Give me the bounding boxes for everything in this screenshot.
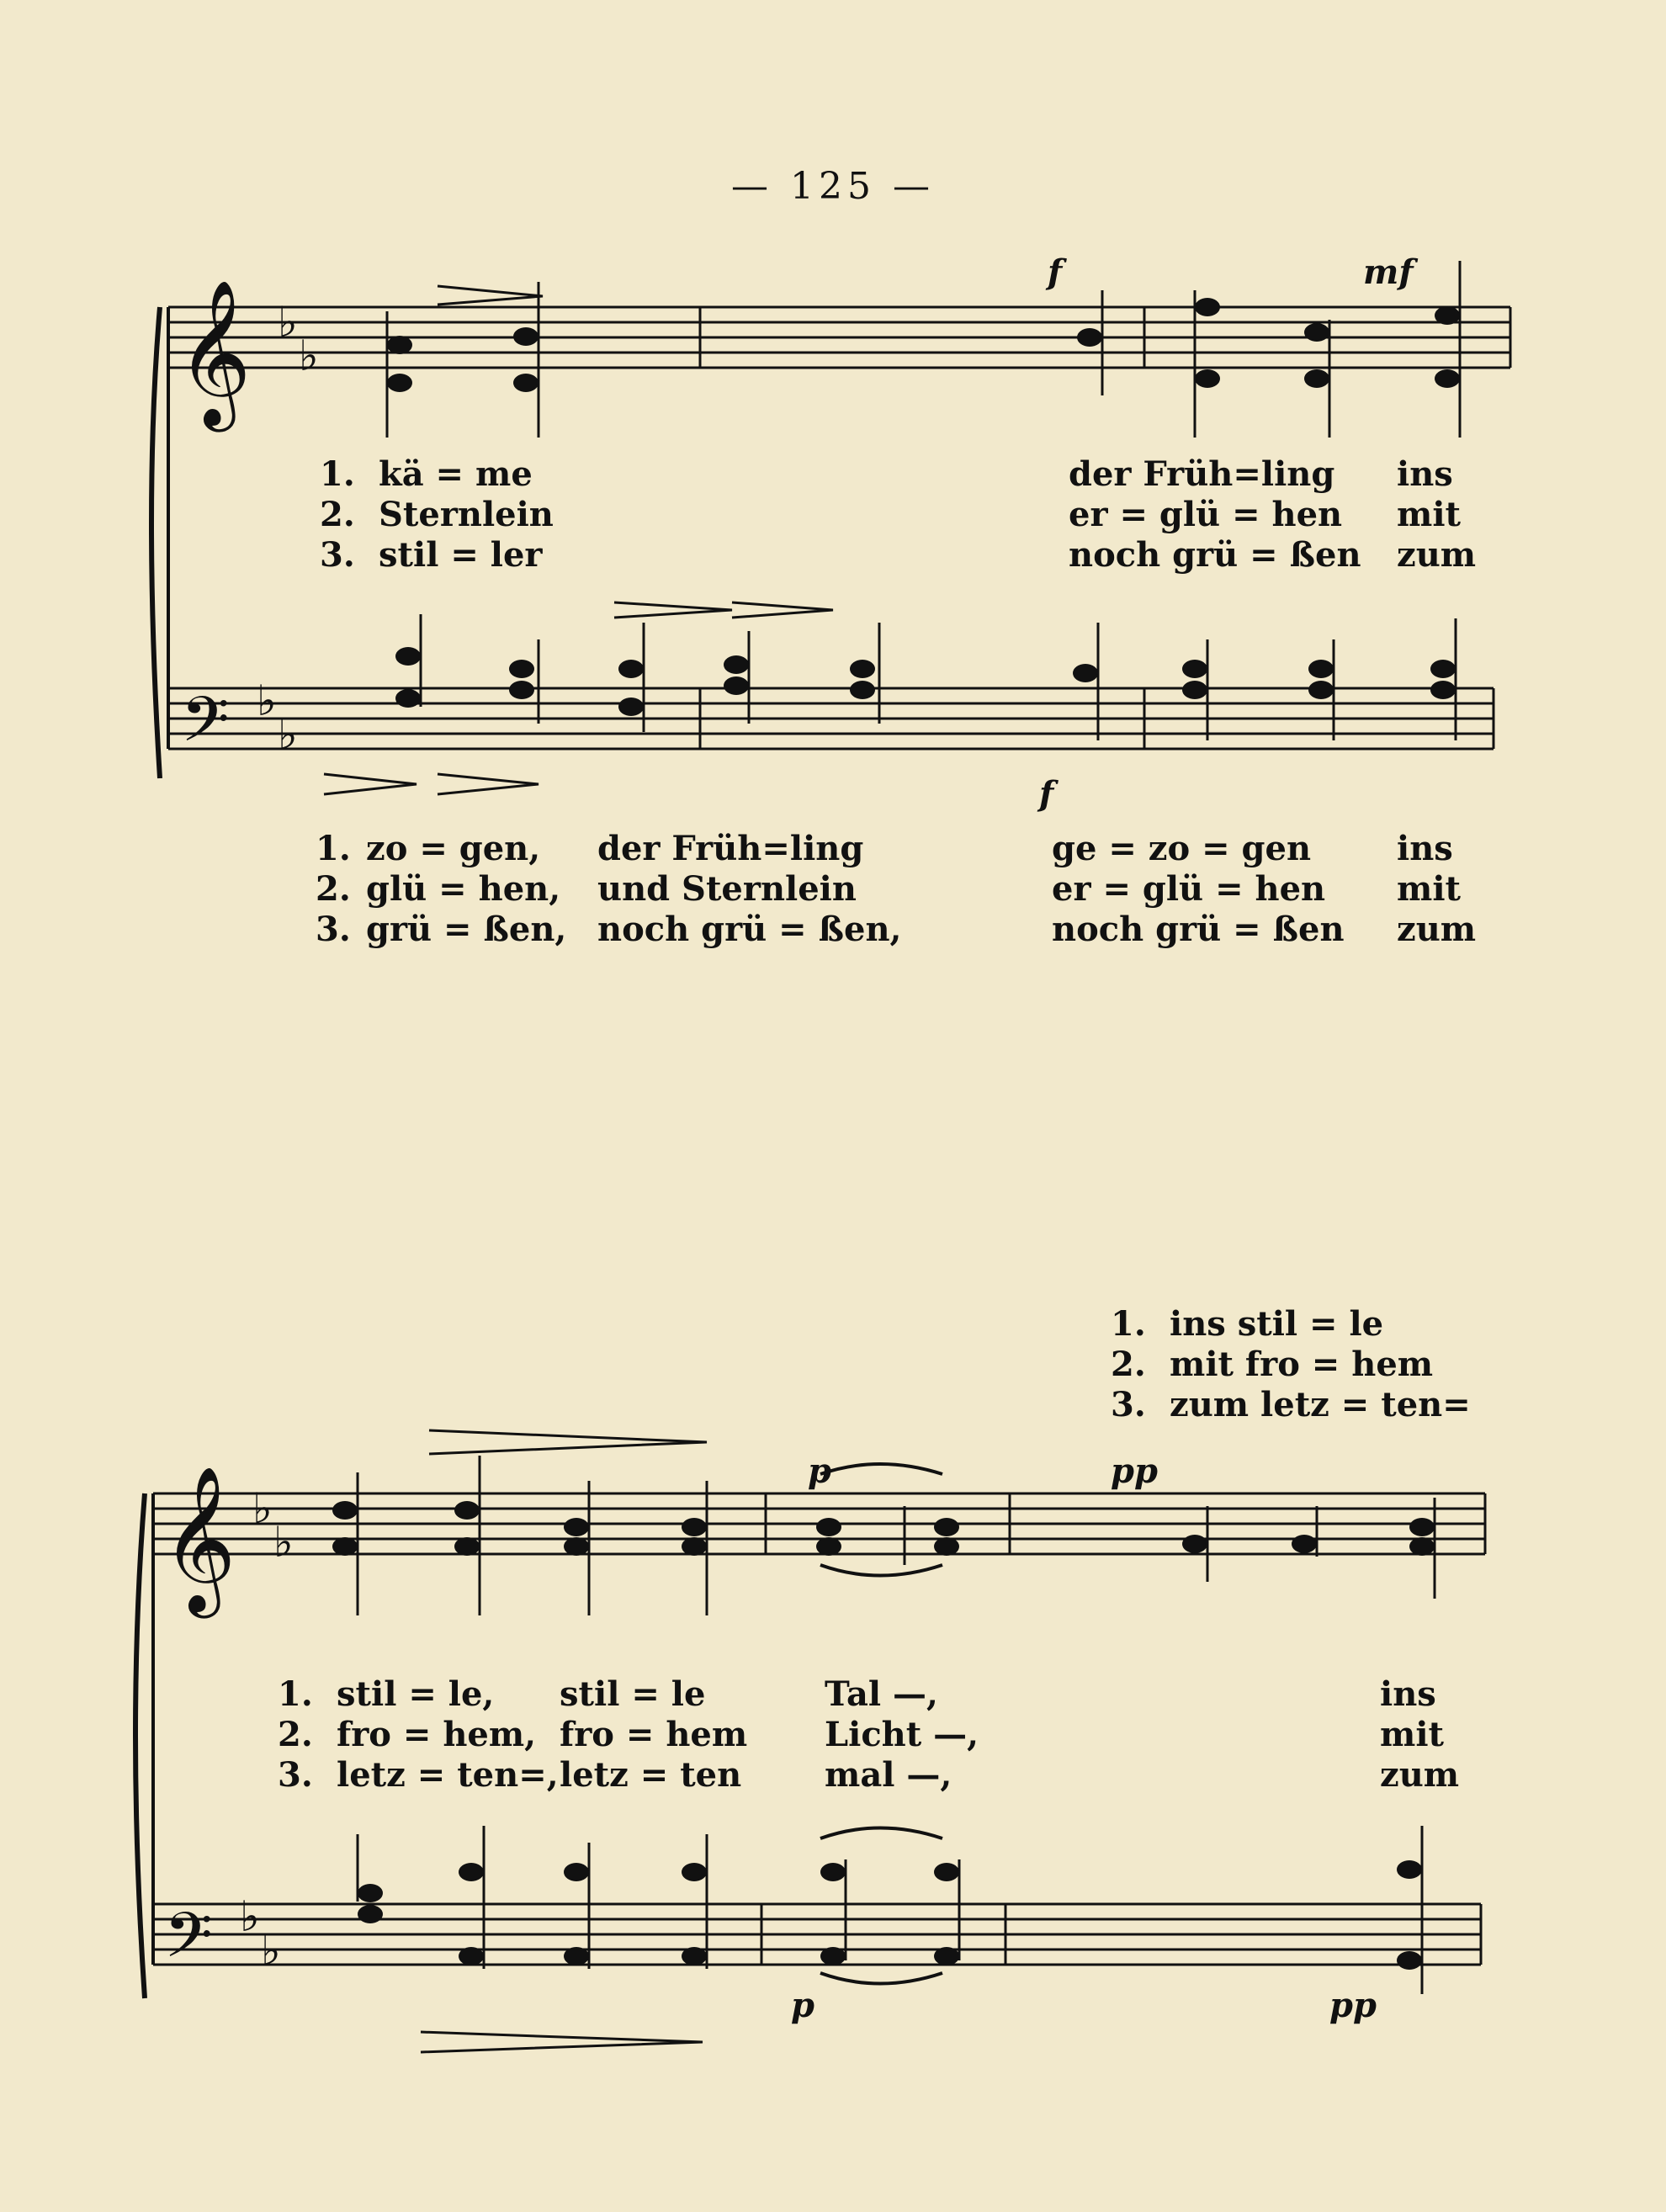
tie	[820, 1828, 942, 1839]
dynamic-pp: pp	[1111, 1451, 1158, 1491]
flat-icon: ♭	[257, 676, 277, 725]
system2-bass-staff	[153, 1904, 1481, 1965]
bass-clef-icon: 𝄢	[181, 683, 230, 772]
dynamic-p: p	[791, 1986, 814, 2025]
system1-bass-staff	[168, 688, 1494, 749]
flat-icon: ♭	[278, 298, 298, 347]
treble-clef-icon: 𝄞	[177, 279, 252, 426]
dynamic-f: f	[1039, 774, 1054, 814]
flat-icon: ♭	[252, 1484, 273, 1533]
dynamic-f: f	[1048, 252, 1063, 292]
flat-icon: ♭	[240, 1892, 260, 1941]
flat-icon: ♭	[273, 1518, 294, 1567]
tie	[820, 1973, 942, 1984]
dynamic-pp: pp	[1329, 1986, 1377, 2025]
treble-clef-icon: 𝄞	[162, 1466, 236, 1612]
dynamic-p: p	[808, 1451, 831, 1491]
flat-icon: ♭	[261, 1926, 281, 1975]
dynamic-mf: mf	[1363, 252, 1414, 292]
tie	[820, 1565, 942, 1576]
page-number: — 125 —	[731, 165, 935, 208]
bass-clef-icon: 𝄢	[164, 1899, 213, 1987]
flat-icon: ♭	[278, 710, 298, 759]
flat-icon: ♭	[299, 332, 319, 380]
tie	[820, 1464, 942, 1474]
